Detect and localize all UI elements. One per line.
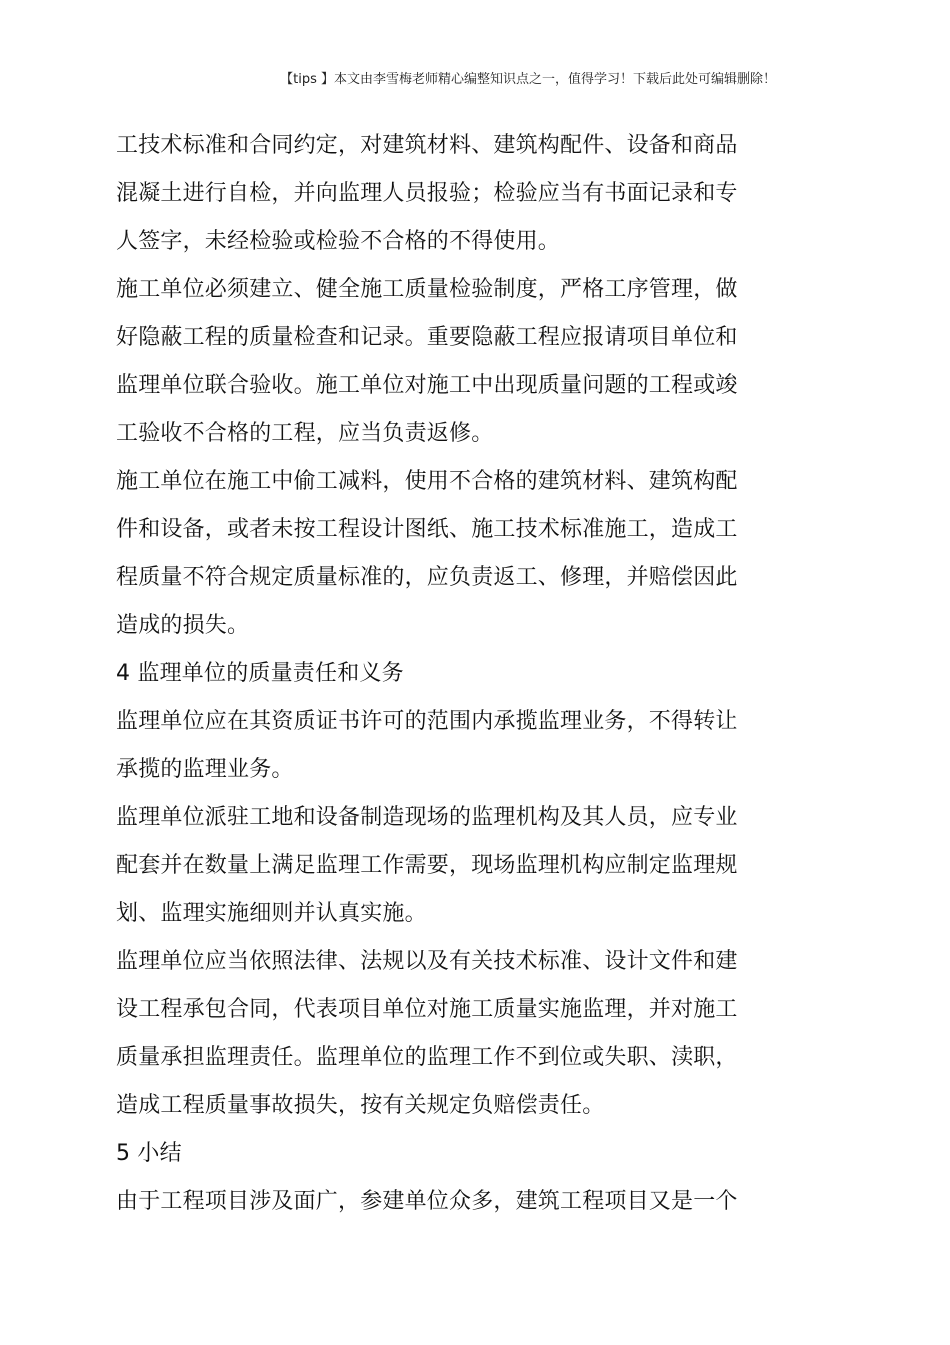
text-line: 件和设备，或者未按工程设计图纸、施工技术标准施工，造成工 <box>116 517 738 542</box>
text-line: 工验收不合格的工程，应当负责返修。 <box>116 421 494 446</box>
text-line: 施工单位必须建立、健全施工质量检验制度，严格工序管理，做 <box>116 277 738 302</box>
section-heading: 5 小结 <box>116 1141 182 1166</box>
text-line: 监理单位联合验收。施工单位对施工中出现质量问题的工程或竣 <box>116 373 738 398</box>
text-line: 划、监理实施细则并认真实施。 <box>116 901 427 926</box>
text-line: 程质量不符合规定质量标准的，应负责返工、修理，并赔偿因此 <box>116 565 738 590</box>
text-line: 设工程承包合同，代表项目单位对施工质量实施监理，并对施工 <box>116 997 738 1022</box>
text-line: 质量承担监理责任。监理单位的监理工作不到位或失职、渎职， <box>116 1045 738 1070</box>
text-line: 监理单位应在其资质证书许可的范围内承揽监理业务，不得转让 <box>116 709 738 734</box>
text-line: 好隐蔽工程的质量检查和记录。重要隐蔽工程应报请项目单位和 <box>116 325 738 350</box>
text-line: 由于工程项目涉及面广，参建单位众多，建筑工程项目又是一个 <box>116 1189 738 1214</box>
text-line: 人签字，未经检验或检验不合格的不得使用。 <box>116 229 561 254</box>
header-tips: 【tips 】本文由李雪梅老师精心编整知识点之一，值得学习！下载后此处可编辑删除！ <box>280 72 776 87</box>
document-body <box>116 122 766 1226</box>
text-line: 混凝土进行自检，并向监理人员报验；检验应当有书面记录和专 <box>116 181 738 206</box>
text-line: 监理单位应当依照法律、法规以及有关技术标准、设计文件和建 <box>116 949 738 974</box>
text-line: 监理单位派驻工地和设备制造现场的监理机构及其人员，应专业 <box>116 805 738 830</box>
section-heading: 4 监理单位的质量责任和义务 <box>116 661 404 686</box>
text-line: 配套并在数量上满足监理工作需要，现场监理机构应制定监理规 <box>116 853 738 878</box>
text-line: 造成工程质量事故损失，按有关规定负赔偿责任。 <box>116 1093 605 1118</box>
text-line: 承揽的监理业务。 <box>116 757 294 782</box>
text-line: 施工单位在施工中偷工减料，使用不合格的建筑材料、建筑构配 <box>116 469 738 494</box>
text-line: 造成的损失。 <box>116 613 250 638</box>
text-line: 工技术标准和合同约定，对建筑材料、建筑构配件、设备和商品 <box>116 133 738 158</box>
